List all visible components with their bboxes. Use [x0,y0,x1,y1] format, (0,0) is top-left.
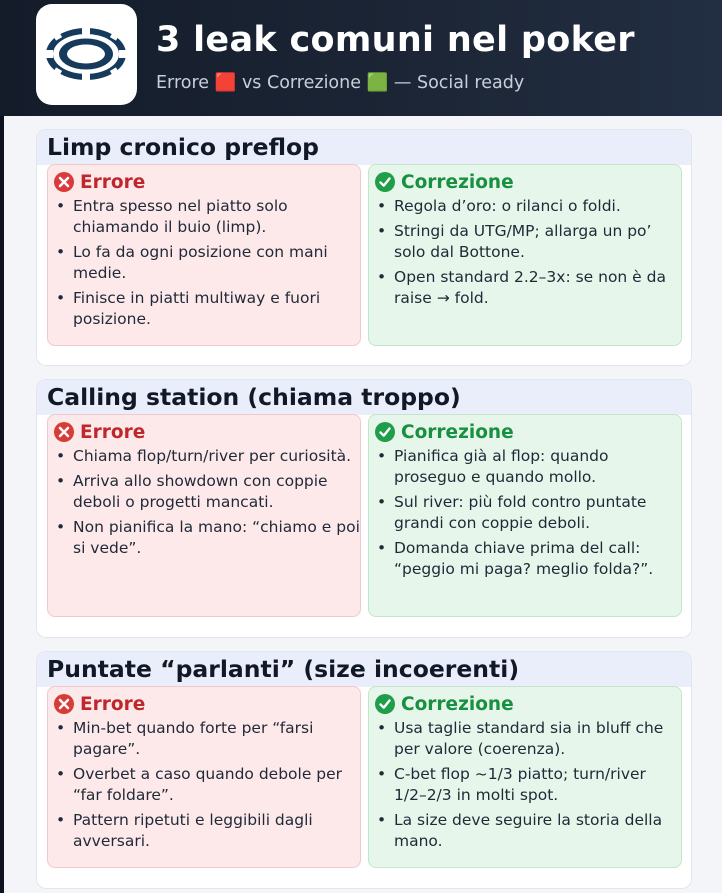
page-subtitle: Errore 🟥 vs Correzione 🟩 — Social ready [156,73,525,93]
fix-label: Correzione [401,171,514,193]
fix-header [375,420,514,444]
fix-label: Correzione [401,421,514,443]
list-item: • Regola d’oro: o rilanci o foldi. [375,196,681,217]
fix-panel [368,414,682,617]
error-list [54,446,360,563]
fix-list [375,446,681,584]
list-item: • La size deve seguire la storia della mano. [375,810,681,852]
list-item: • Lo fa da ogni posizione con mani medie. [54,242,360,284]
close-icon [54,694,74,714]
list-item: • Entra spesso nel piatto solo chiamando il buio (limp). [54,196,360,238]
list-item: • Non pianifica la mano: “chiamo e poi si vede”. [54,517,360,559]
list-item: • Chiama flop/turn/river per curiosità. [54,446,360,467]
error-header [54,692,145,716]
list-item: • Domanda chiave prima del call: “peggio mi paga? meglio folda?”. [375,538,681,580]
card-title: Puntate “parlanti” (size incoerenti) [47,655,520,683]
list-item: • Arriva allo showdown con coppie deboli o progetti mancati. [54,471,360,513]
error-list [54,196,360,334]
check-icon [375,422,395,442]
list-item: • Usa taglie standard sia in bluff che per valore (coerenza). [375,718,681,760]
list-item: • Overbet a caso quando debole per “far foldare”. [54,764,360,806]
card-title: Calling station (chiama troppo) [47,383,461,411]
error-panel [47,164,361,346]
page-title: 3 leak comuni nel poker [156,20,635,60]
fix-header [375,170,514,194]
leak-card [36,651,692,889]
error-list [54,718,360,856]
error-header [54,170,145,194]
list-item: • Finisce in piatti multiway e fuori posizione. [54,288,360,330]
fix-panel [368,686,682,868]
fix-list [375,196,681,313]
error-panel [47,686,361,868]
fix-list [375,718,681,856]
list-item: • Min-bet quando forte per “farsi pagare”. [54,718,360,760]
close-icon [54,172,74,192]
fix-label: Correzione [401,693,514,715]
logo [36,4,137,105]
header [0,0,722,116]
close-icon [54,422,74,442]
error-panel [47,414,361,617]
fix-panel [368,164,682,346]
fix-header [375,692,514,716]
list-item: • Pattern ripetuti e leggibili dagli avversari. [54,810,360,852]
list-item: • Stringi da UTG/MP; allarga un po’ solo dal Bottone. [375,221,681,263]
card-title: Limp cronico preflop [47,133,319,161]
error-header [54,420,145,444]
content-area [0,116,722,893]
list-item: • Pianifica già al flop: quando proseguo e quando mollo. [375,446,681,488]
poker-chip-icon [36,4,137,105]
list-item: • C-bet flop ~1/3 piatto; turn/river 1/2–2/3 in molti spot. [375,764,681,806]
error-label: Errore [80,421,146,443]
check-icon [375,172,395,192]
error-label: Errore [80,693,146,715]
leak-card [36,379,692,638]
error-label: Errore [80,171,146,193]
check-icon [375,694,395,714]
list-item: • Sul river: più fold contro puntate grandi con coppie deboli. [375,492,681,534]
leak-card [36,129,692,366]
list-item: • Open standard 2.2–3x: se non è da raise → fold. [375,267,681,309]
